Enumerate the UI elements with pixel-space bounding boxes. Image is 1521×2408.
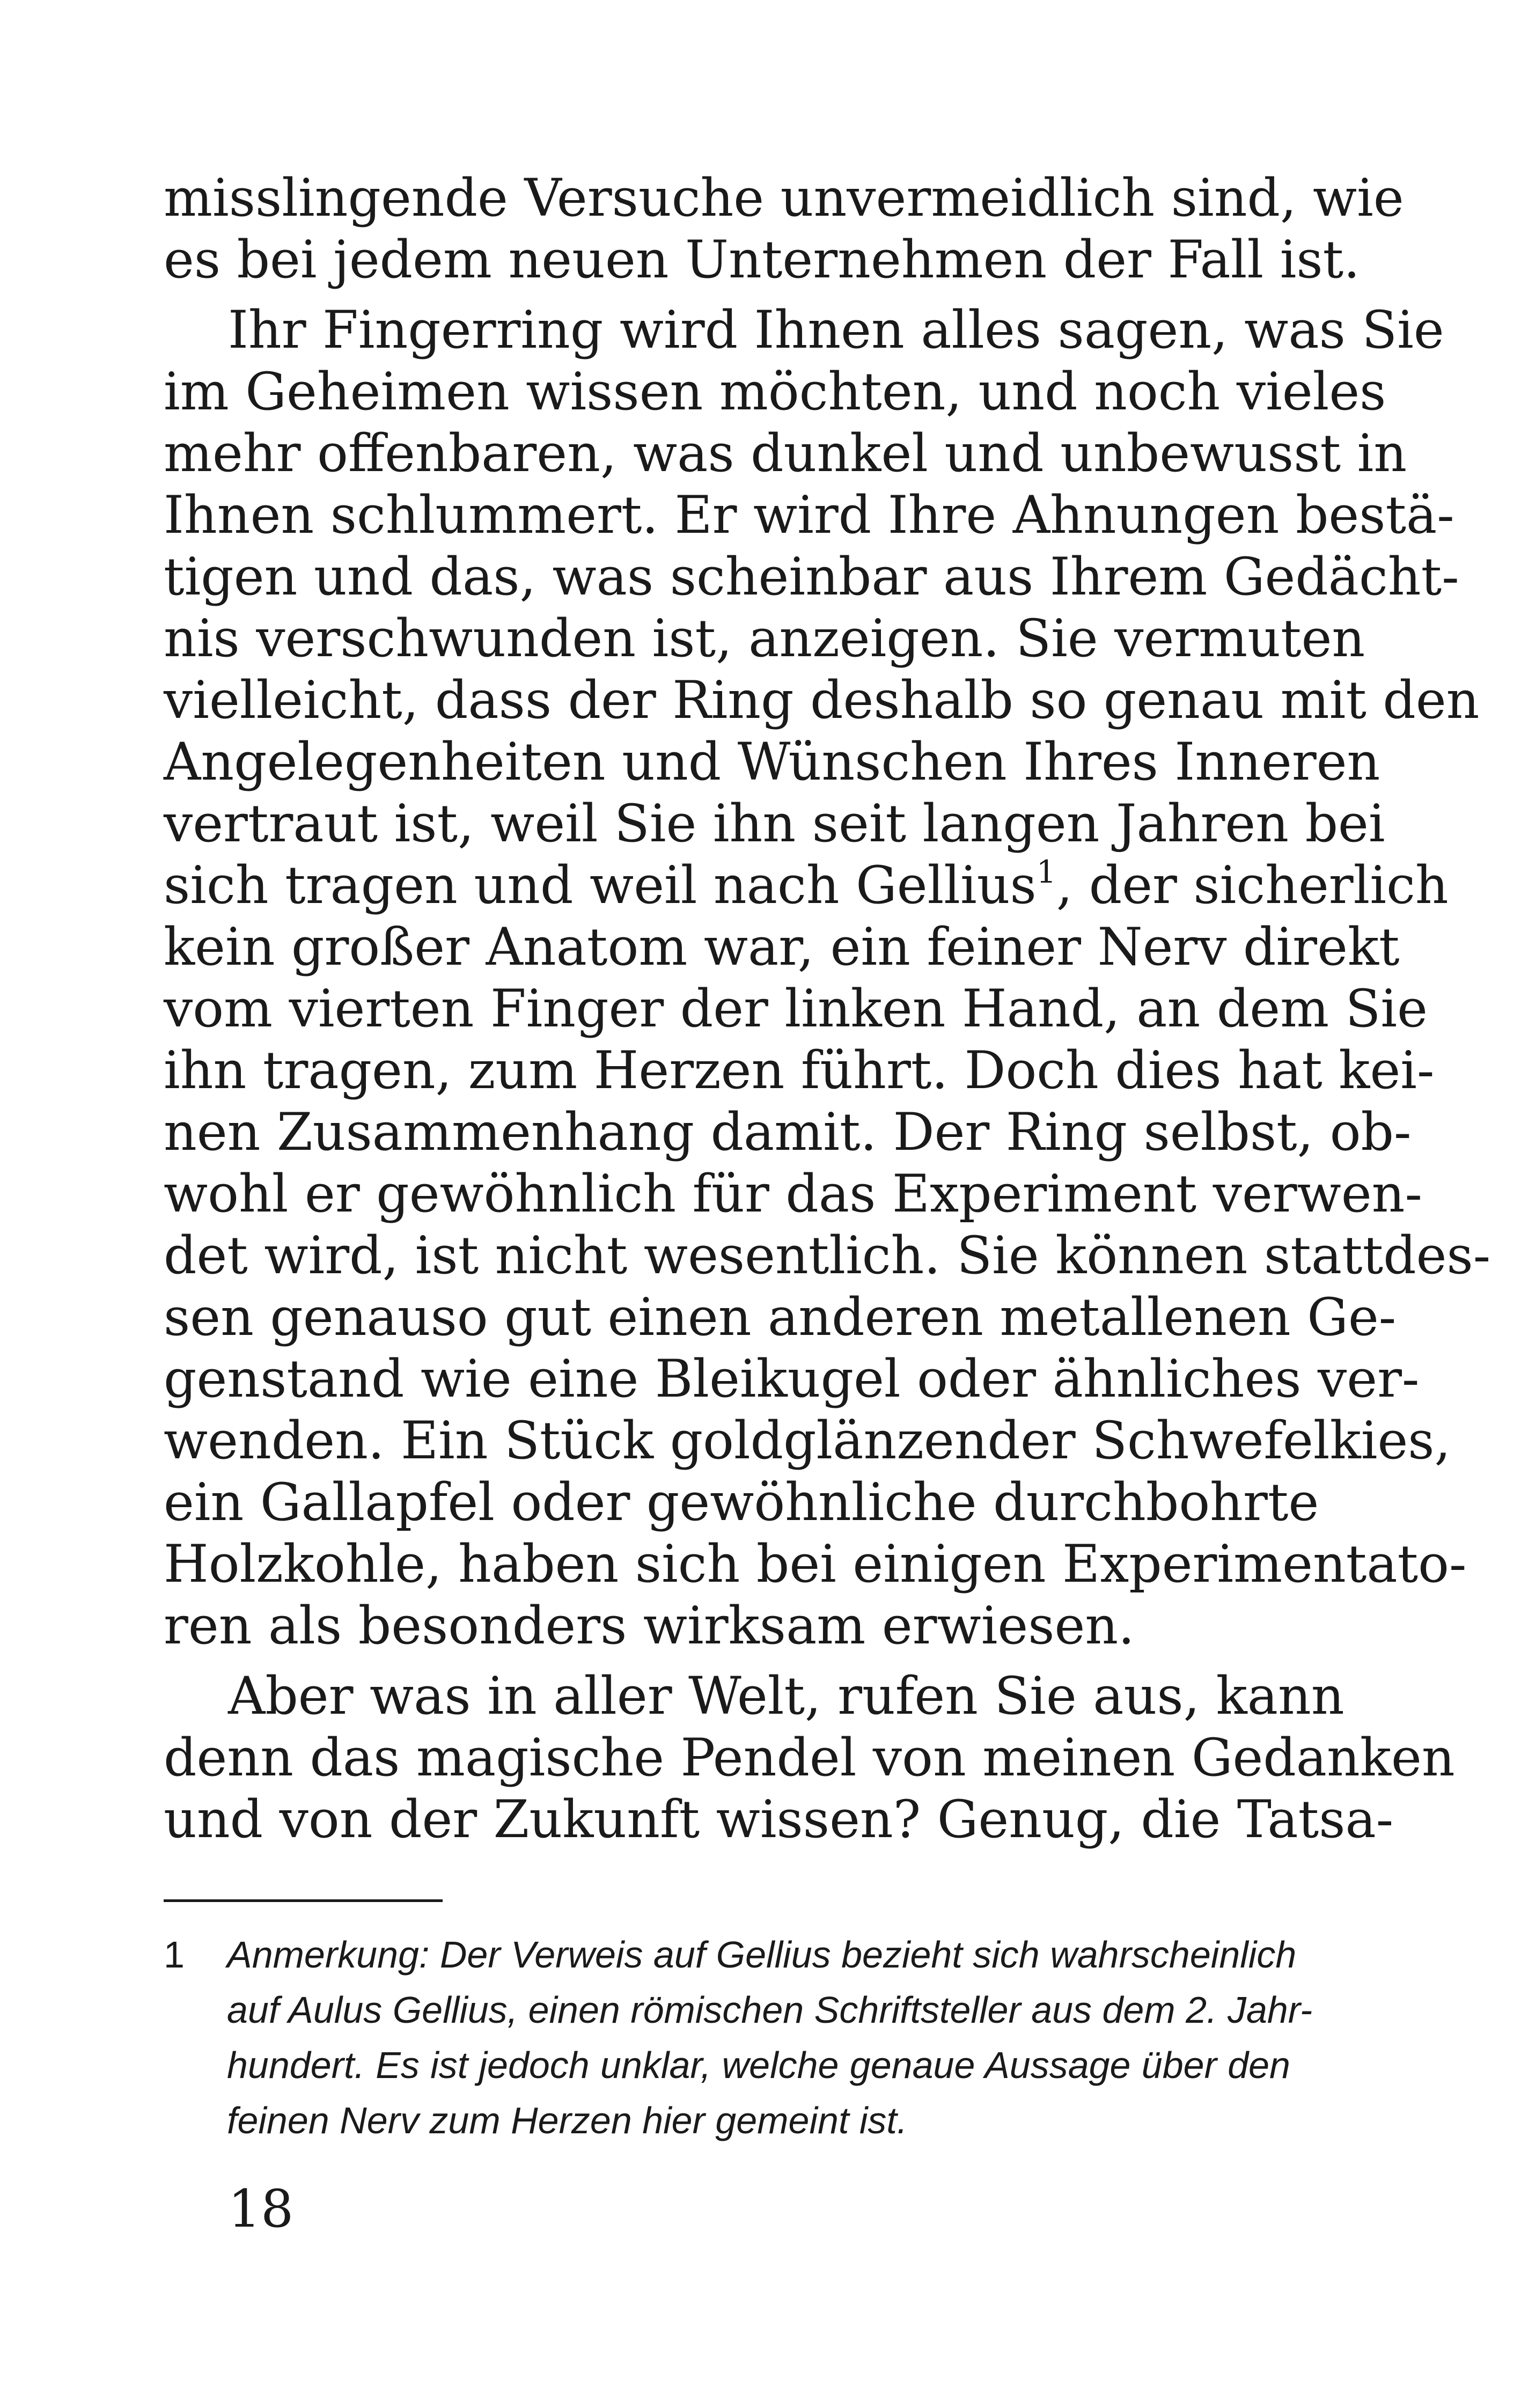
text-line: misslingende Versuche unvermeidlich sind, wie <box>164 168 1404 228</box>
footnote-line: Anmerkung: Der Verweis auf Gellius bezieht sich wahrscheinlich <box>227 1934 1297 1976</box>
text-line: nis verschwunden ist, anzeigen. Sie vermuten <box>164 608 1365 669</box>
footnote-line: hundert. Es ist jedoch unklar, welche genaue Aussage über den <box>227 2044 1290 2086</box>
footnote <box>164 1927 1313 2148</box>
text-line: tigen und das, was scheinbar aus Ihrem Gedächt- <box>164 547 1459 607</box>
text-line: es bei jedem neuen Unternehmen der Fall ist. <box>164 230 1360 290</box>
footnote-reference[interactable]: 1 <box>1036 854 1056 890</box>
text-line: mehr offenbaren, was dunkel und unbewusst in <box>164 423 1407 483</box>
text-line: Aber was in aller Welt, rufen Sie aus, kann <box>228 1666 1344 1726</box>
text-line: wenden. Ein Stück goldglänzender Schwefelkies, <box>164 1411 1451 1471</box>
text-line: ihn tragen, zum Herzen führt. Doch dies hat kei- <box>164 1040 1435 1100</box>
text-line: nen Zusammenhang damit. Der Ring selbst, ob- <box>164 1102 1412 1162</box>
text-line: sen genauso gut einen anderen metallenen Ge- <box>164 1287 1397 1347</box>
text-line: ren als besonders wirksam erwiesen. <box>164 1596 1135 1656</box>
text-line: vertraut ist, weil Sie ihn seit langen Jahren bei <box>164 794 1385 854</box>
text-line: im Geheimen wissen möchten, und noch vieles <box>164 362 1386 422</box>
footnote-divider <box>164 1899 443 1902</box>
text-line: det wird, ist nicht wesentlich. Sie können stattdes- <box>164 1225 1491 1286</box>
text-line: vielleicht, dass der Ring deshalb so genau mit den <box>164 670 1480 730</box>
text-segment: , der sicherlich <box>1056 855 1449 915</box>
page-body <box>164 167 1491 1859</box>
text-line: Angelegenheiten und Wünschen Ihres Inneren <box>164 732 1380 792</box>
text-line: Ihr Fingerring wird Ihnen alles sagen, was Sie <box>228 300 1444 360</box>
text-line: ein Gallapfel oder gewöhnliche durchbohrte <box>164 1472 1319 1532</box>
text-line-with-footnote-ref <box>164 854 1449 916</box>
footnote-line: feinen Nerv zum Herzen hier gemeint ist. <box>227 2099 908 2141</box>
paragraph-3 <box>164 1665 1455 1851</box>
text-line: und von der Zukunft wissen? Genug, die Tatsa- <box>164 1789 1394 1849</box>
footnote-number: 1 <box>164 1934 185 1976</box>
text-line: Holzkohle, haben sich bei einigen Experimentato- <box>164 1534 1467 1594</box>
paragraph-1 <box>164 167 1404 291</box>
text-line: denn das magische Pendel von meinen Gedanken <box>164 1728 1455 1788</box>
text-line: genstand wie eine Bleikugel oder ähnliches ver- <box>164 1349 1420 1409</box>
page-number: 18 <box>228 2179 294 2239</box>
text-line: vom vierten Finger der linken Hand, an dem Sie <box>164 979 1428 1039</box>
text-line: wohl er gewöhnlich für das Experiment verwen- <box>164 1164 1422 1224</box>
footnote-text <box>227 1927 1313 2148</box>
text-line: Ihnen schlummert. Er wird Ihre Ahnungen bestä- <box>164 485 1454 545</box>
text-segment: sich tragen und weil nach Gellius <box>164 855 1037 915</box>
footnote-line: auf Aulus Gellius, einen römischen Schriftsteller aus dem 2. Jahr- <box>227 1989 1313 2031</box>
paragraph-2 <box>164 299 1491 1657</box>
text-line: kein großer Anatom war, ein feiner Nerv direkt <box>164 917 1400 977</box>
